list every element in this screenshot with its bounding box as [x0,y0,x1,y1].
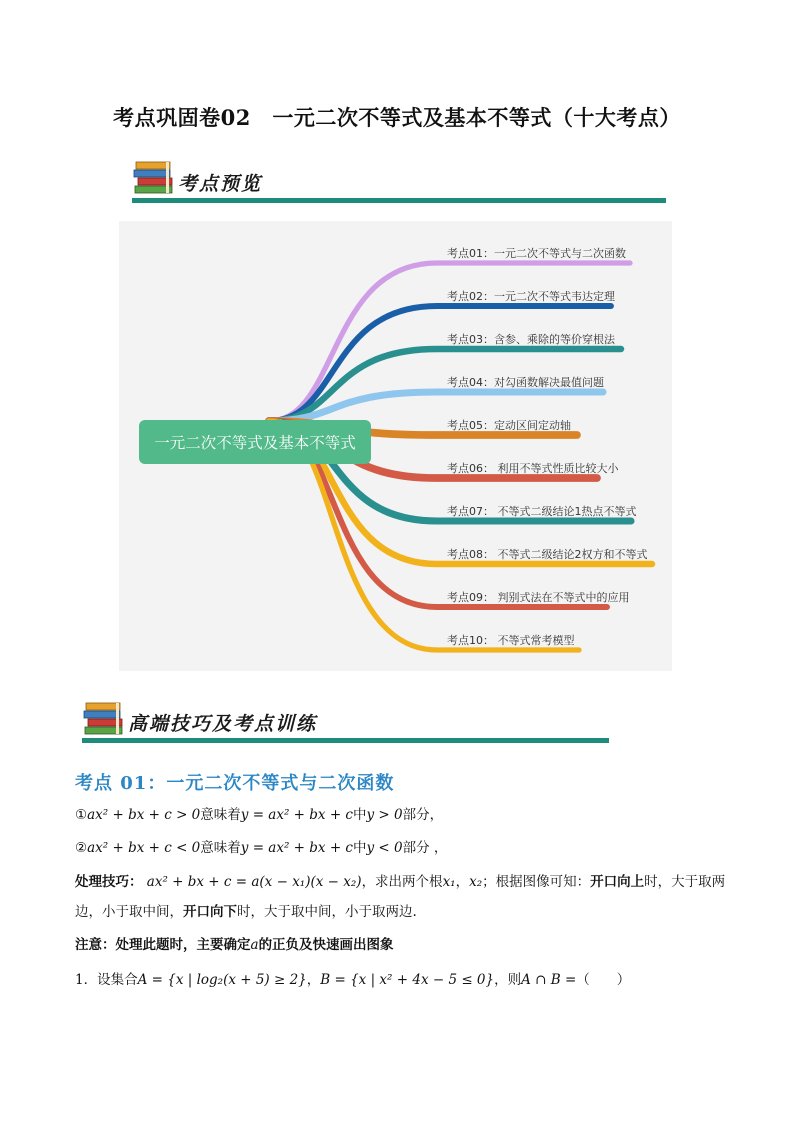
text: 部分 ， [402,840,448,856]
text: ；根据图像可知： [482,874,591,890]
kp01-tip-line-1 [75,872,725,892]
section-title-training: 高端技巧及考点训练 [128,713,318,735]
kp01-note [75,935,394,955]
mindmap-branch-label: 考点07： 不等式二级结论1热点不等式 [447,505,637,518]
text: ， [455,874,470,890]
text: ，则 [494,972,522,988]
mindmap-branch-label: 考点03：含参、乘除的等价穿根法 [447,333,615,346]
text: 时，大于取两 [644,874,726,890]
set-B: B = {x | x² + 4x − 5 ≤ 0} [320,972,495,988]
books-icon [82,697,128,737]
root-x1: x₁ [442,874,456,890]
set-A: A = {x | log₂(x + 5) ≥ 2} [137,972,307,988]
kp01-item-2 [75,838,447,858]
text: 注意：处理此题时，主要确定 [75,937,251,953]
mindmap-panel [119,221,672,671]
text: ， [306,972,321,988]
text: 边，小于取中间， [75,904,183,920]
tip-label: 处理技巧： [75,874,143,890]
variable-a: a [250,937,259,953]
mindmap-center-node: 一元二次不等式及基本不等式 [139,420,371,464]
text: 意味着 [200,807,241,823]
factored-expr: ax² + bx + c = a(x − x₁)(x − x₂) [146,874,362,890]
books-icon [132,156,178,196]
mindmap-branch-label: 考点06： 利用不等式性质比较大小 [447,462,619,475]
kp01-tip-line-2 [75,902,417,922]
mindmap-branch-label: 考点10： 不等式常考模型 [447,634,575,647]
text: 的正负及快速画出图象 [258,937,394,953]
function-expr: y = ax² + bx + c [240,807,353,823]
item-marker: ① [75,807,88,823]
inequality-expr: ax² + bx + c > 0 [87,807,201,823]
section-title-preview: 考点预览 [178,173,263,195]
section-divider [82,738,609,743]
text: 意味着 [200,840,241,856]
question-1 [75,970,630,990]
text: 部分， [402,807,444,823]
question-number: 1．设集合 [75,972,138,988]
kp01-item-1 [75,805,443,825]
section-banner-preview [132,156,666,208]
item-marker: ② [75,840,88,856]
text: 时，大于取中间，小于取两边. [237,904,417,920]
keyword-down: 开口向下 [183,904,237,920]
text: ，求出两个根 [361,874,443,890]
mindmap-branch-label: 考点08： 不等式二级结论2权方和不等式 [447,548,648,561]
section-divider [132,198,666,203]
condition-expr: y < 0 [366,840,403,856]
mindmap-branch-label: 考点02：一元二次不等式韦达定理 [447,290,615,303]
section-banner-training [82,697,609,747]
mindmap-branch-label: 考点09： 判别式法在不等式中的应用 [447,591,630,604]
keyword-up: 开口向上 [590,874,645,890]
intersection-expr: A ∩ B = [521,972,577,988]
function-expr: y = ax² + bx + c [240,840,353,856]
inequality-expr: ax² + bx + c < 0 [87,840,201,856]
root-x2: x₂ [469,874,483,890]
mindmap-branch-label: 考点01：一元二次不等式与二次函数 [447,247,626,260]
text: 中 [352,807,367,823]
mindmap-branch-label: 考点05：定动区间定动轴 [447,419,571,432]
text: 中 [352,840,367,856]
kp01-heading: 考点 01：一元二次不等式与二次函数 [75,773,395,794]
document-title: 考点巩固卷02 一元二次不等式及基本不等式（十大考点） [113,105,681,130]
condition-expr: y > 0 [366,807,403,823]
answer-blank: （ ） [576,972,631,988]
mindmap-branch-label: 考点04：对勾函数解决最值问题 [447,376,604,389]
